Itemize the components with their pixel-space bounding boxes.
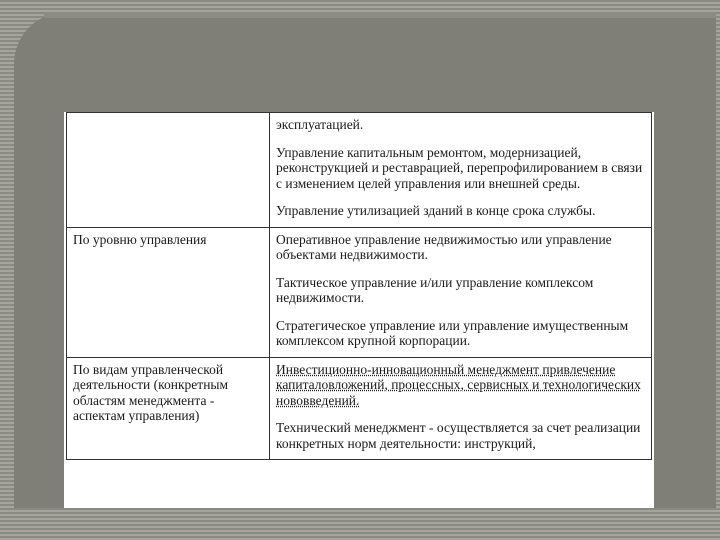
item-text: Управление утилизацией зданий в конце срока службы. [276, 203, 596, 218]
table-row [67, 113, 652, 228]
items-cell [270, 357, 652, 460]
management-table [66, 112, 652, 460]
category-cell: По уровню управления [67, 227, 270, 357]
item-text: Стратегическое управление или управление имущественным комплексом крупной корпорации. [276, 317, 629, 348]
item-text: Оперативное управление недвижимостью или управление объектами недвижимости. [276, 231, 612, 262]
document-slide [64, 112, 654, 508]
item-text: Тактическое управление и/или управление комплексом недвижимости. [276, 274, 594, 305]
items-cell [270, 113, 652, 228]
category-cell [67, 113, 270, 228]
table-row [67, 357, 652, 460]
frame-top-edge [44, 12, 716, 18]
item-text: Инвестиционно-инновационный менеджмент привлечение капиталовложений, процессных, сервисных и технологических нововведений. [276, 361, 641, 408]
category-cell: По видам управленческой деятельности (конкретным областям менеджмента - аспектам управления) [67, 357, 270, 460]
item-text: Технический менеджмент - осуществляется за счет реализации конкретных норм деятельности: инструкций, [276, 420, 641, 451]
item-text: Управление капитальным ремонтом, модернизацией, реконструкцией и реставрацией, перепрофилированием в связи с изменением целей управления или внешней среды. [276, 144, 643, 191]
items-cell [270, 227, 652, 357]
table-row [67, 227, 652, 357]
bottom-background [0, 508, 720, 540]
item-text: эксплуатацией. [276, 117, 364, 132]
